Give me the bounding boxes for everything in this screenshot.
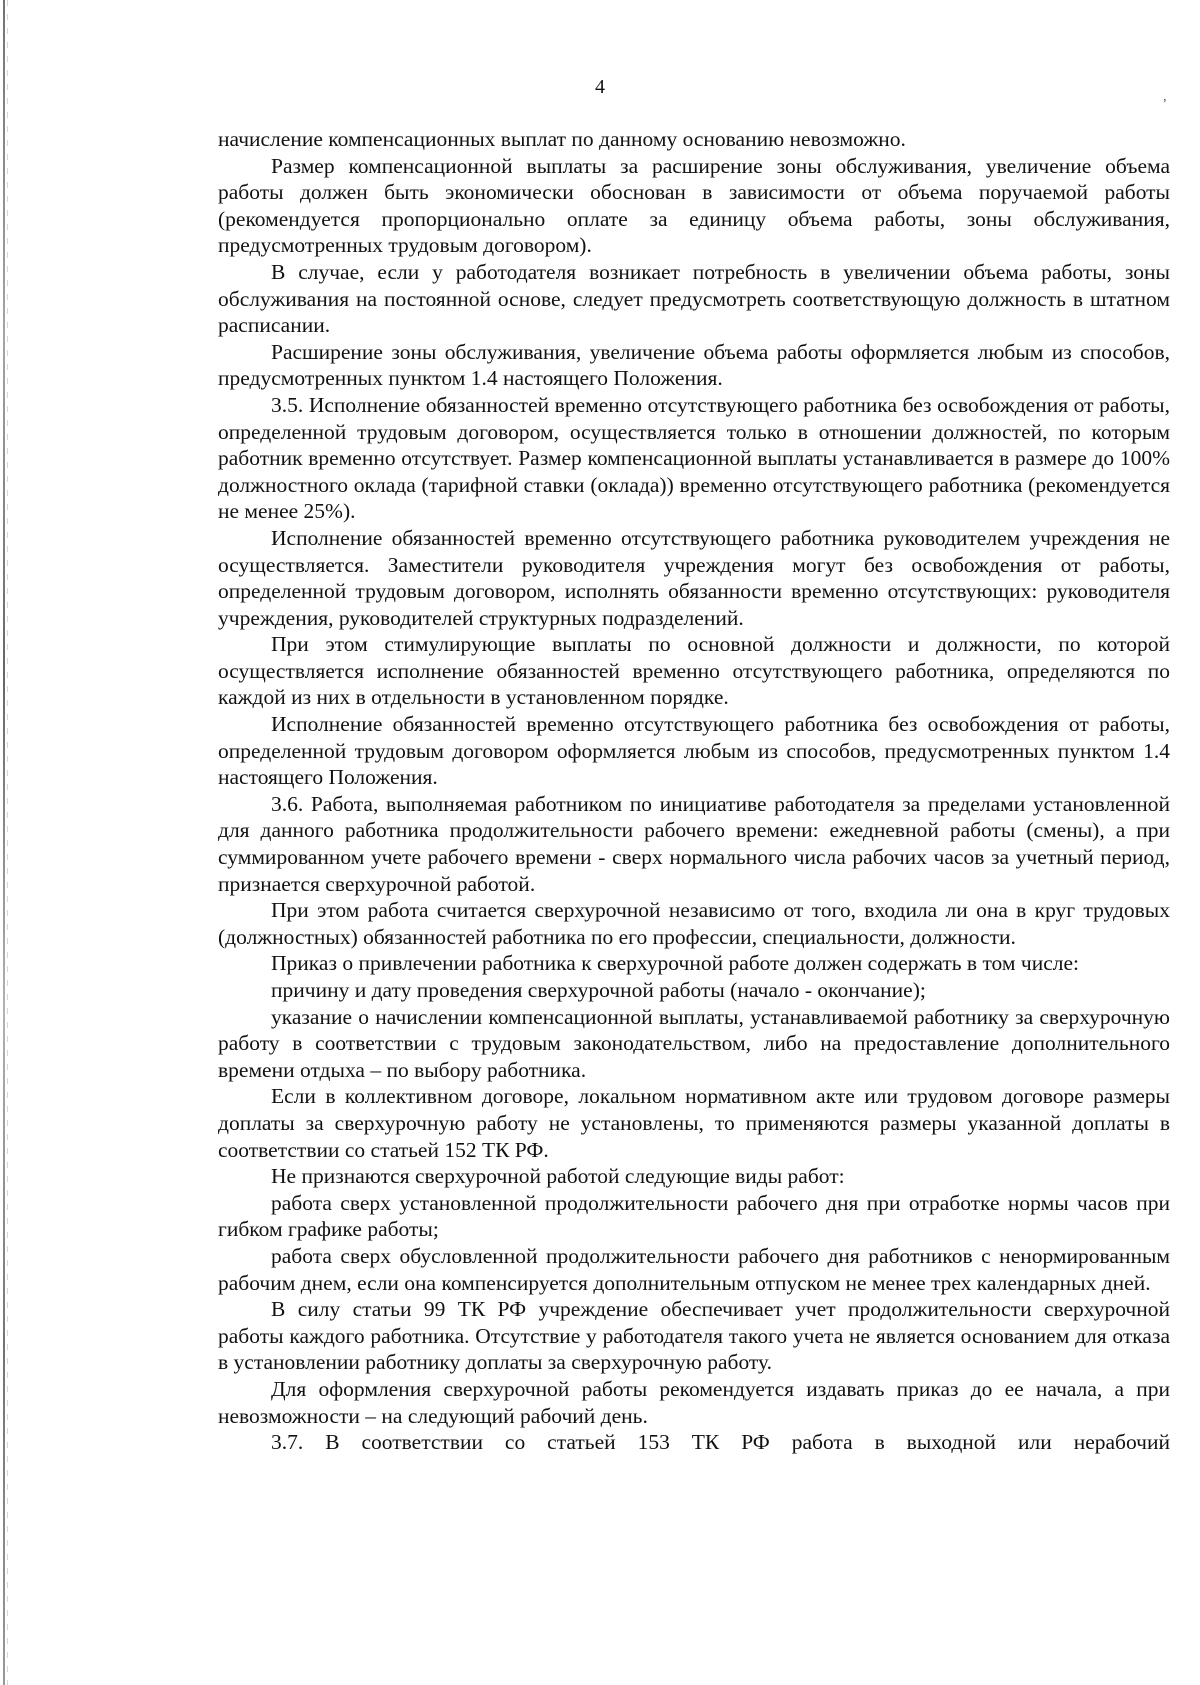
scan-left-edge: [3, 0, 5, 1685]
paragraph: 3.7. В соответствии со статьей 153 ТК РФ работа в выходной или нерабочий: [271, 1430, 1170, 1455]
scan-speck: ʼ: [1162, 97, 1167, 112]
page-number: 4: [595, 76, 605, 98]
paragraph: При этом работа считается сверхурочной независимо от того, входила ли она в круг трудовых (должностных) обязанностей работника по его профессии, специальности, должности.: [218, 898, 1170, 949]
paragraph: Исполнение обязанностей временно отсутствующего работника руководителем учреждения не осуществляется. Заместители руководителя учреждения могут без освобождения от работы, определенной трудовым договором, исполнять обязанности временно отсутствующих: руководителя учреждения, руководителей структурных подразделений.: [218, 525, 1170, 630]
list-item: работа сверх установленной продолжительности рабочего дня при отработке нормы часов при гибком графике работы;: [218, 1190, 1170, 1242]
scan-left-edge-dashes: [7, 0, 8, 1685]
paragraph: Не признаются сверхурочной работой следующие виды работ:: [271, 1164, 845, 1189]
paragraph: Приказ о привлечении работника к сверхурочной работе должен содержать в том числе:: [271, 951, 1079, 976]
paragraph: 3.6. Работа, выполняемая работником по инициативе работодателя за пределами установленной для данного работника продолжительности рабочего времени: ежедневной работы (смены), а при суммированном учете рабочего времени - сверх нормального числа рабочих часов за учетный период, признается сверхурочной работой.: [218, 791, 1170, 896]
paragraph: Исполнение обязанностей временно отсутствующего работника без освобождения от работы, определенной трудовым договором оформляется любым из способов, предусмотренных пунктом 1.4 настоящего Положения.: [218, 712, 1170, 790]
paragraph: Расширение зоны обслуживания, увеличение объема работы оформляется любым из способов, предусмотренных пунктом 1.4 настоящего Положения.: [218, 339, 1170, 391]
list-item: указание о начислении компенсационной выплаты, устанавливаемой работнику за сверхурочную работу в соответствии с трудовым законодательством, либо на предоставление дополнительного времени отдыха – по выбору работника.: [218, 1004, 1170, 1082]
paragraph: начисление компенсационных выплат по данному основанию невозможно.: [218, 127, 906, 151]
paragraph: При этом стимулирующие выплаты по основной должности и должности, по которой осуществляется исполнение обязанностей временно отсутствующего работника, определяются по каждой из них в отдельности в установленном порядке.: [218, 632, 1170, 710]
list-item: причину и дату проведения сверхурочной работы (начало - окончание);: [271, 978, 926, 1002]
paragraph: 3.5. Исполнение обязанностей временно отсутствующего работника без освобождения от работы, определенной трудовым договором, осуществляется только в отношении должностей, по которым работник временно отсутствует. Размер компенсационной выплаты устанавливается в размере до 100% должностного оклада (тарифной ставки (оклада)) временно отсутствующего работника (рекомендуется не менее 25%).: [218, 392, 1170, 524]
document-body: [218, 126, 1170, 1456]
paragraph: В случае, если у работодателя возникает потребность в увеличении объема работы, зоны обслуживания на постоянной основе, следует предусмотреть соответствующую должность в штатном расписании.: [218, 259, 1170, 338]
paragraph: Для оформления сверхурочной работы рекомендуется издавать приказ до ее начала, а при невозможности – на следующий рабочий день.: [218, 1376, 1170, 1428]
paragraph: Размер компенсационной выплаты за расширение зоны обслуживания, увеличение объема работы должен быть экономически обоснован в зависимости от объема поручаемой работы (рекомендуется пропорционально оплате за единицу объема работы, зоны обслуживания, предусмотренных трудовым договором).: [218, 153, 1170, 258]
paragraph: Если в коллективном договоре, локальном нормативном акте или трудовом договоре размеры доплаты за сверхурочную работу не установлены, то применяются размеры указанной доплаты в соответствии со статьей 152 ТК РФ.: [218, 1084, 1170, 1162]
list-item: работа сверх обусловленной продолжительности рабочего дня работников с ненормированным рабочим днем, если она компенсируется дополнительным отпуском не менее трех календарных дней.: [218, 1243, 1170, 1295]
paragraph: В силу статьи 99 ТК РФ учреждение обеспечивает учет продолжительности сверхурочной работы каждого работника. Отсутствие у работодателя такого учета не является основанием для отказа в установлении работнику доплаты за сверхурочную работу.: [218, 1297, 1170, 1375]
